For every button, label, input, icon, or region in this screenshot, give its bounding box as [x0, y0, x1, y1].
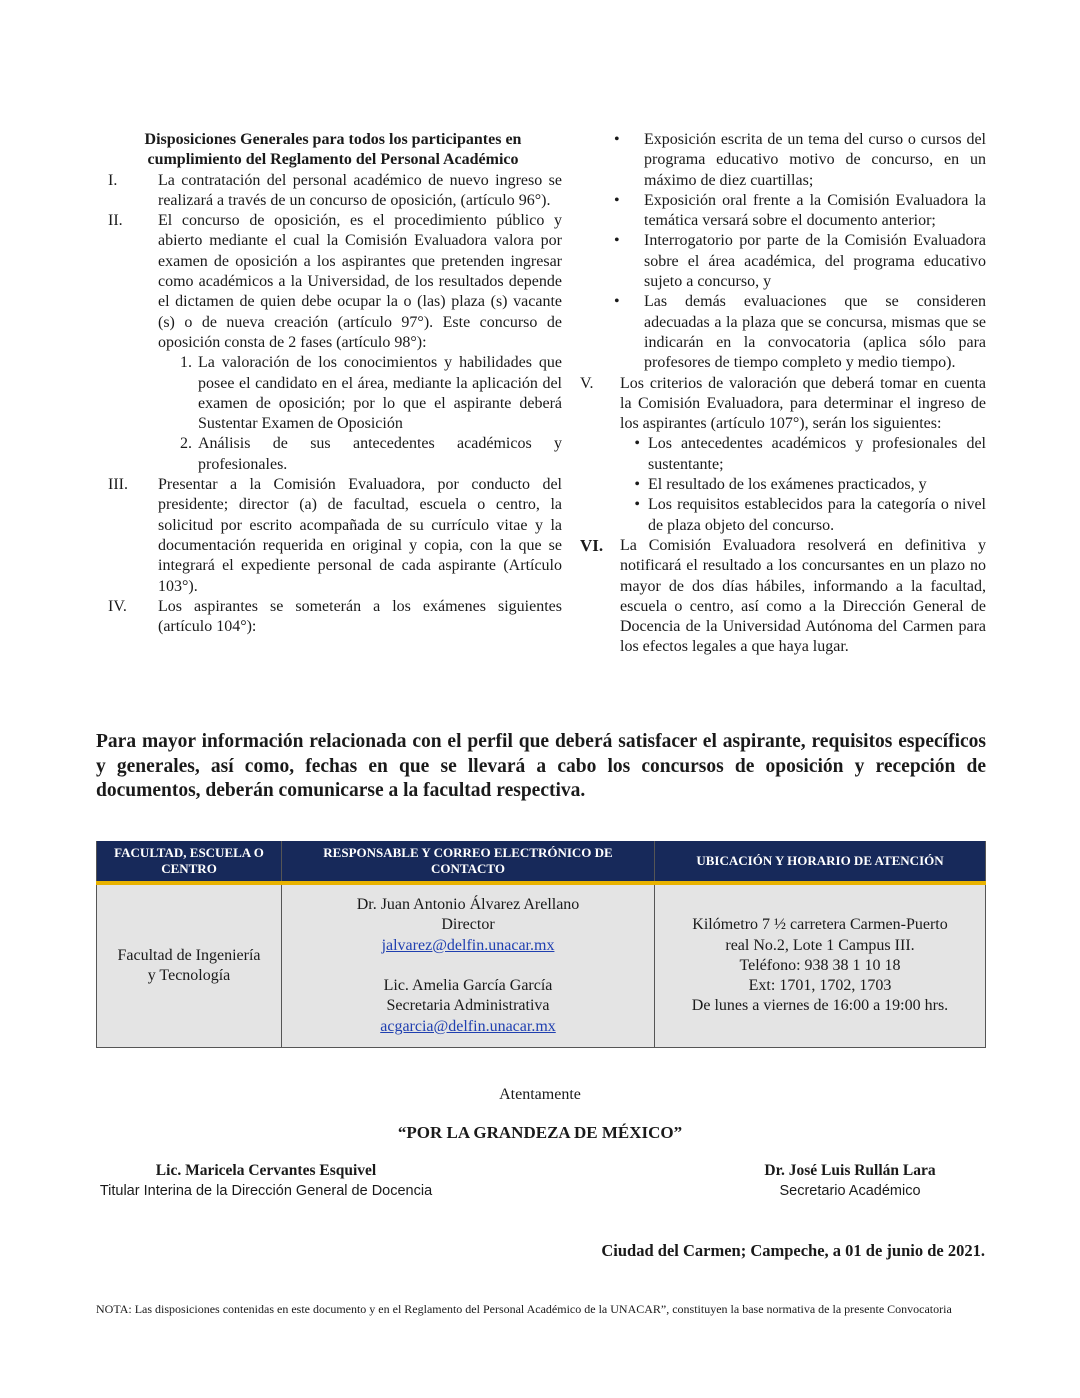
- exam-bullet: • Exposición escrita de un tema del curso o cursos del programa educativo motivo de concurso, en un máximo de diez cuartillas;: [496, 130, 986, 191]
- item-number: VI.: [580, 535, 604, 555]
- contact-cell: [282, 883, 655, 1048]
- email-link[interactable]: jalvarez@delfin.unacar.mx: [381, 936, 555, 954]
- email-link[interactable]: acgarcia@delfin.unacar.mx: [380, 1017, 556, 1035]
- signer-name: Dr. José Luis Rullán Lara: [764, 1162, 936, 1179]
- item-number: IV.: [108, 597, 127, 615]
- list-item: [96, 211, 562, 353]
- column-header: RESPONSABLE Y CORREO ELECTRÓNICO DE CONTACTO: [282, 841, 655, 883]
- left-column: [96, 130, 562, 637]
- faculty-cell: Facultad de Ingeniería y Tecnología: [97, 883, 282, 1048]
- item-text: La Comisión Evaluadora resolverá en definitiva y notificará el resultado a los concursantes en un plazo no mayor de dos días hábiles, informando a la facultad, escuela o centro, así como a la Dirección General de Docencia de la Universidad Autónoma del Carmen para los efectos legales a que haya lugar.: [620, 536, 986, 656]
- item-text: Los aspirantes se someterán a los exámenes siguientes (artículo 104°):: [158, 597, 562, 636]
- bullet-icon: •: [614, 131, 620, 148]
- signature-left: [96, 1160, 436, 1202]
- bullet-icon: •: [634, 435, 640, 453]
- contact-name: Dr. Juan Antonio Álvarez Arellano: [356, 895, 580, 913]
- motto: “POR LA GRANDEZA DE MÉXICO”: [397, 1123, 683, 1142]
- signature-right: [730, 1160, 970, 1202]
- contact-name: Lic. Amelia García García: [383, 977, 553, 995]
- item-text: Presentar a la Comisión Evaluadora, por conducto del presidente; director (a) de facultad, escuela o centro, la solicitud por escrito acompañada de su currículo vitae y la documentación requerida en original y copia, con la que se integrará el expediente personal de cada aspirante (Artículo 103°).: [158, 476, 562, 595]
- item-text: El concurso de oposición, es el procedimiento público y abierto mediante el cual la Comisión Evaluadora valora por examen de oposición a los aspirantes que pretenden ingresar como académicos a la Universidad, de los resultados depende el dictamen de quien debe ocupar la o (las) plaza (s) vacante (s) o de nueva creación (artículo 97°). Este concurso de oposición consta de 2 fases (artículo 98°):: [158, 212, 562, 351]
- column-header: FACULTAD, ESCUELA O CENTRO: [97, 841, 282, 883]
- signer-name: Lic. Maricela Cervantes Esquivel: [155, 1162, 377, 1179]
- item-number: III.: [108, 476, 128, 494]
- contact-table: [96, 841, 986, 1048]
- phase-item: 1. La valoración de los conocimientos y habilidades que posee el candidato en el área, mediante la aplicación del examen de oposición; por lo que el aspirante deberá Sustentar Examen de Oposición: [180, 354, 562, 433]
- column-header: UBICACIÓN Y HORARIO DE ATENCIÓN: [655, 841, 986, 883]
- info-paragraph: Para mayor información relacionada con el perfil que deberá satisfacer el aspirante, requisitos específicos y generales, así como, fechas en que se llevará a cabo los concursos de oposición y recepción de documentos, deberán comunicarse a la facultad respectiva.: [96, 731, 986, 801]
- item-text: Los criterios de valoración que deberá tomar en cuenta la Comisión Evaluadora, para determinar el ingreso de los aspirantes (artículo 107°), serán los siguientes:: [620, 374, 986, 433]
- list-item: [570, 536, 986, 658]
- item-text: La contratación del personal académico de nuevo ingreso se realizará a través de un concurso de oposición, (artículo 96°).: [158, 171, 562, 209]
- document-date: Ciudad del Carmen; Campeche, a 01 de junio de 2021.: [601, 1241, 985, 1260]
- right-column: [570, 130, 986, 658]
- criteria-bullet: • El resultado de los exámenes practicados, y: [570, 475, 986, 495]
- bullet-icon: •: [614, 232, 620, 250]
- list-item: [96, 475, 562, 597]
- footer-note: NOTA: Las disposiciones contenidas en este documento y en el Reglamento del Personal Académico de la UNACAR”, constituyen la base normativa de la presente Convocatoria: [96, 1302, 952, 1316]
- contact-role: Secretaria Administrativa: [386, 997, 550, 1015]
- phase-item: 2. Análisis de sus antecedentes académicos y profesionales.: [180, 435, 562, 473]
- criteria-bullet: • Los antecedentes académicos y profesionales del sustentante;: [570, 434, 986, 475]
- exam-bullet: • Exposición oral frente a la Comisión Evaluadora la temática versará sobre el documento anterior;: [496, 191, 986, 232]
- closing-salutation: Atentamente: [499, 1086, 581, 1103]
- signer-title: Secretario Académico: [779, 1183, 921, 1199]
- list-item: [96, 597, 562, 638]
- table-header-row: [97, 841, 986, 883]
- bullet-icon: •: [614, 293, 620, 311]
- section-heading: Disposiciones Generales para todos los participantes en cumplimiento del Reglamento del Personal Académico: [144, 131, 522, 169]
- contact-role: Director: [441, 916, 495, 934]
- item-number: V.: [580, 374, 594, 392]
- bullet-icon: •: [614, 191, 620, 209]
- list-item: [570, 374, 986, 435]
- item-number: II.: [108, 212, 123, 230]
- bullet-icon: •: [634, 496, 640, 514]
- exam-bullet: • Interrogatorio por parte de la Comisión Evaluadora sobre el área académica, del programa educativo sujeto a concurso, y: [496, 231, 986, 292]
- bullet-icon: •: [634, 476, 640, 494]
- criteria-bullet: • Los requisitos establecidos para la categoría o nivel de plaza objeto del concurso.: [570, 495, 986, 536]
- signer-title: Titular Interina de la Dirección General de Docencia: [99, 1183, 433, 1199]
- exam-bullet: • Las demás evaluaciones que se consideren adecuadas a la plaza que se concursa, mismas que se indicarán en la convocatoria (aplica sólo para profesores de tiempo completo y medio tiempo).: [496, 292, 986, 373]
- list-item: [96, 171, 562, 212]
- item-number: I.: [108, 171, 118, 189]
- location-cell: Kilómetro 7 ½ carretera Carmen-Puerto real No.2, Lote 1 Campus III. Teléfono: 938 38 1 10 18 Ext: 1701, 1702, 1703 De lunes a viernes de 16:00 a 19:00 hrs.: [655, 883, 986, 1048]
- table-row: [97, 883, 986, 1048]
